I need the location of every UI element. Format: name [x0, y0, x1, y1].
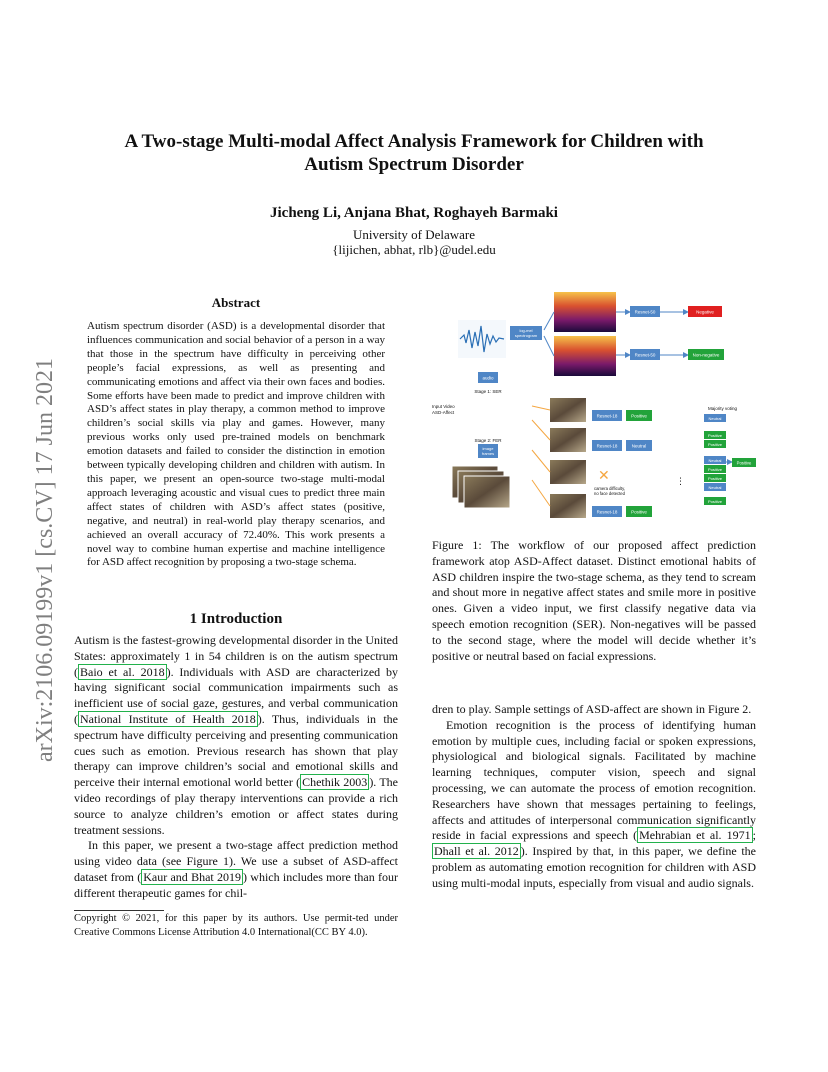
title-line-2: Autism Spectrum Disorder: [304, 154, 524, 175]
citation-link[interactable]: Kaur and Bhat 2019: [143, 869, 242, 884]
svg-text:log-mel: log-mel: [519, 328, 533, 333]
svg-text:Positive: Positive: [736, 460, 752, 466]
svg-text:frames: frames: [481, 451, 495, 456]
svg-text:Stage 2: FER: Stage 2: FER: [474, 438, 502, 443]
svg-text:Positive: Positive: [631, 413, 647, 419]
svg-text:Neutral: Neutral: [708, 416, 722, 421]
arxiv-stamp-text: arXiv:2106.09199v1 [cs.CV] 17 Jun 2021: [32, 358, 58, 762]
svg-text:Stage 1: SER: Stage 1: SER: [474, 389, 502, 394]
svg-text:Resnet-18: Resnet-18: [596, 509, 618, 515]
arxiv-stamp: [8, 272, 68, 772]
svg-text:audio: audio: [482, 375, 494, 381]
right-paragraph-2: Emotion recognition is the process of identifying human emotion by multiple cues, including facial or spoken expressions, physiological and biological signals. Facilitated by machine learning techniques, computer vision, speech and signal processing, we can automate the process of emotion recognition. Researchers have shown that messages pertaining to feelings, affects and attitudes of interpersonal communication significantly reside in facial expressions and speech ( Mehrabian et al. 1971 ; Dhall et al. 2012 ). Inspired by that, in this paper, we define the problem as automating emotion recognition for children with ASD using multi-modal inputs, especially from visual and audio signals.: [432, 717, 756, 890]
citation-link[interactable]: Chethik 2003: [302, 775, 368, 790]
title-line-1: A Two-stage Multi-modal Affect Analysis Framework for Children with: [124, 131, 704, 152]
citation-link[interactable]: Baio et al. 2018: [80, 664, 165, 679]
svg-text:Positive: Positive: [707, 499, 723, 504]
svg-text:Neutral: Neutral: [708, 485, 722, 490]
citation-link[interactable]: Dhall et al. 2012: [434, 844, 519, 859]
spectrogram-top: [554, 292, 616, 332]
affiliation-block: [60, 227, 768, 257]
spectrogram-bottom: [554, 336, 616, 376]
svg-text:image: image: [482, 446, 494, 451]
svg-text:Resnet-50: Resnet-50: [634, 309, 656, 315]
right-paragraph-1: dren to play. Sample settings of ASD-affect are shown in Figure 2.: [432, 702, 752, 716]
svg-text:Positive: Positive: [707, 476, 723, 481]
abstract-heading: Abstract: [211, 295, 261, 310]
authors: Jicheng Li, Anjana Bhat, Roghayeh Barmaki: [270, 205, 558, 221]
paper-title: [60, 130, 768, 176]
svg-text:camera difficulty,: camera difficulty,: [594, 486, 626, 491]
introduction-body: [74, 633, 398, 902]
svg-text:Resnet-50: Resnet-50: [634, 352, 656, 358]
svg-text:Positive: Positive: [631, 509, 647, 515]
svg-text:Resnet-18: Resnet-18: [596, 443, 618, 449]
svg-text:no face detected: no face detected: [594, 491, 625, 496]
svg-text:⋮: ⋮: [676, 477, 685, 487]
svg-text:Input Video: Input Video: [432, 404, 455, 409]
section-heading-introduction: 1 Introduction: [189, 611, 283, 627]
svg-text:✕: ✕: [598, 468, 610, 484]
svg-text:spectrogram: spectrogram: [514, 333, 538, 338]
frame-thumbnails: [550, 398, 586, 518]
svg-text:Non-negative: Non-negative: [692, 352, 720, 358]
svg-text:ASD-Affect: ASD-Affect: [432, 410, 455, 415]
svg-text:Neutral: Neutral: [631, 443, 647, 449]
svg-text:Majority voting: Majority voting: [708, 406, 738, 411]
input-video-frames: [452, 466, 510, 508]
citation-link[interactable]: National Institute of Health 2018: [80, 711, 256, 726]
svg-text:Positive: Positive: [707, 467, 723, 472]
figure-1-caption: Figure 1: The workflow of our proposed affect prediction framework atop ASD-Affect dataset. Distinct emotional habits of ASD children inspire the two-stage schema, as they tend to scream and shout more in negative affect states and smile more in positive ones. Given a video input, we first classify negative data via speech emotion recognition (SER). Non-negatives will be passed to the second stage, where the model will decide whether it’s positive or neutral based on facial expressions.: [432, 538, 756, 663]
right-column-body: [432, 702, 756, 892]
intro-paragraph-1: Autism is the fastest-growing developmental disorder in the United States: approximately 1 in 54 children is on the autism spectrum ( Baio et al. 2018 ). Individuals with ASD are characterized by having significant social communication impairments such as inefficient use of social gaze, gestures, and verbal communication ( National Institute of Health 2018 ). Thus, individuals in the spectrum have difficulty perceiving and presenting communication cues such as emotion. Previous research has shown that play therapy can improve children’s social and emotional skills and perceive their internal emotional world better ( Chethik 2003 ). The video recordings of play therapy interventions can provide a rich source to analyze children’s emotion or affect states during treatment sessions.: [74, 633, 399, 837]
svg-text:Positive: Positive: [707, 442, 723, 447]
svg-text:Negative: Negative: [696, 309, 714, 315]
voting-column: [704, 414, 726, 505]
intro-paragraph-2: In this paper, we present a two-stage affect prediction method using video data (see Figure 1). We use a subset of ASD-affect dataset from ( Kaur and Bhat 2019 ) which includes more than four different therapeutic games for chil-: [74, 838, 399, 900]
copyright-footnote: Copyright © 2021, for this paper by its authors. Use permit-ted under Creative Commons License Attribution 4.0 International(CC BY 4.0).: [74, 913, 398, 938]
svg-text:Resnet-18: Resnet-18: [596, 413, 618, 419]
footnote-divider: [74, 910, 164, 911]
email: {lijichen, abhat, rlb}@udel.edu: [332, 242, 496, 257]
abstract-text: Autism spectrum disorder (ASD) is a developmental disorder that influences communication and social behavior of a person in a way that those in the spectrum have difficulty in perceiving other people’s facial expressions, as well as presenting and communicating emotions and affect via their own faces and bodies. Some efforts have been made to predict and improve children with ASD’s affect states in play therapy, a common method to improve children’s social skills via play and games. However, many previous works only used pre-trained models on benchmark emotion datasets and failed to consider the distinction in emotion between typically developing children and children with autism. In this paper, we present an open-source two-stage multi-modal approach leveraging acoustic and visual cues to predict three main affect states of children with ASD’s affect states (positive, negative, and neutral) in real-world play therapy scenarios, and achieved an overall accuracy of 72.40%. This work presents a novel way to combine human expertise and machine intelligence for ASD affect recognition by proposing a two-stage schema.: [87, 320, 385, 569]
svg-text:Positive: Positive: [707, 433, 723, 438]
affiliation: University of Delaware: [352, 227, 475, 242]
audio-waveform: [458, 320, 506, 358]
citation-link[interactable]: Mehrabian et al. 1971: [639, 828, 751, 843]
svg-text:Neutral: Neutral: [708, 458, 722, 463]
figure-1-workflow: [432, 290, 758, 524]
